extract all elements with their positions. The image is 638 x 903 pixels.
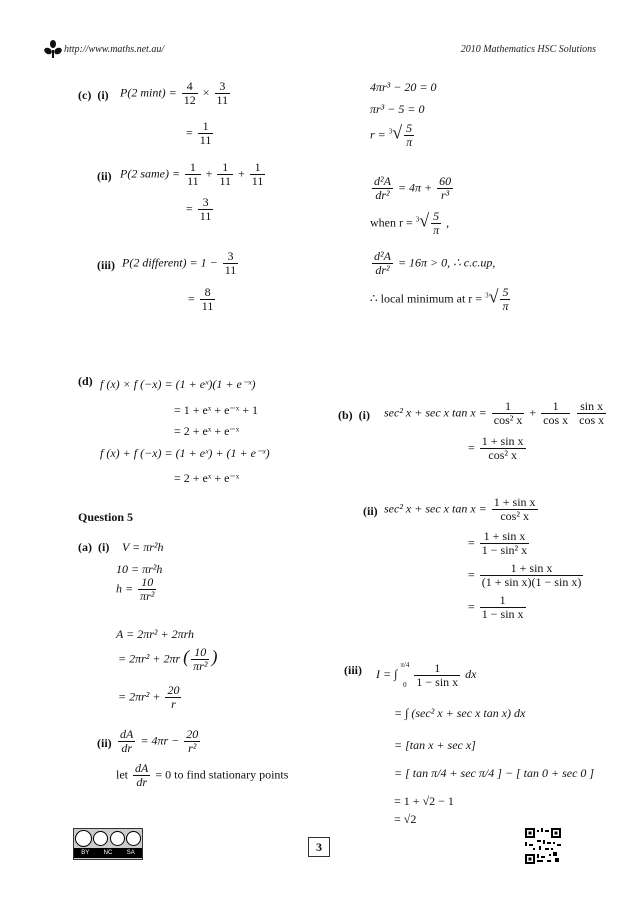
b-iii-line1: I = ∫ π/4 0 $\frac{1}{\text{1 − sin x}}$ dx	[376, 660, 477, 689]
b-i-line2: = $\frac{\text{1 + sin x}}{\text{cos² x}}$	[468, 434, 524, 462]
b-i-line1: sec² x + sec x tan x = $\frac{1}{\text{cos² x}}$ + $\frac{1}{\text{cos x}}$ $\frac{\text{sin x}}{\text{cos x}}$	[384, 399, 605, 427]
right-line7: ∴ local minimum at r = $^3$√ $\frac{5}{\pi}$	[370, 285, 509, 313]
q5-a-line4: A = 2πr² + 2πrh	[116, 627, 195, 641]
q5-a-line6: = 2πr² + $\frac{20}{r}$	[118, 683, 180, 711]
header-url[interactable]: http://www.maths.net.au/	[64, 44, 165, 55]
c-ii-line2: = $\frac{3}{11}$	[186, 195, 212, 223]
q5-a-line3: h = $\frac{10}{\text{πr²}}$	[116, 575, 155, 603]
question-5-title: Question 5	[78, 510, 134, 524]
b-ii-line3: = $\frac{\text{1 + sin x}}{\text{(1 + sin x)(1 − sin x)}}$	[468, 561, 582, 589]
b-label: (b) (i)	[338, 408, 370, 422]
c-iii-line2: = $\frac{8}{11}$	[188, 285, 214, 313]
q5-a-line5: = 2πr² + 2πr ( $\frac{10}{\text{πr²}}$ )	[118, 645, 218, 673]
q5-a-line8: let $\frac{dA}{dr}$ = 0 to find stationary points	[116, 761, 289, 789]
right-line5: when r = $^3$√ $\frac{5}{\pi}$ ,	[370, 209, 450, 237]
b-iii-line6: = √2	[394, 812, 417, 826]
license-sa: SA	[126, 850, 135, 856]
c-i-line2: = $\frac{1}{11}$	[186, 119, 212, 147]
b-ii-line4: = $\frac{1}{\text{1 − sin x}}$	[468, 593, 524, 621]
b-ii-label: (ii)	[363, 504, 378, 518]
d-line1: f (x) × f (−x) = (1 + eˣ)(1 + e⁻ˣ)	[100, 377, 256, 391]
b-iii-line3: = [tan x + sec x]	[394, 738, 476, 752]
right-line1: 4πr³ − 20 = 0	[370, 80, 437, 94]
d-line3: = 2 + eˣ + e⁻ˣ	[174, 424, 240, 438]
creative-commons-license-icon[interactable]	[73, 828, 143, 860]
b-iii-line2: = ∫ (sec² x + sec x tan x) dx	[394, 706, 526, 720]
right-line4: $\frac{\text{d²A}}{\text{dr²}}$ = 4π + $\frac{60}{\text{r³}}$	[374, 174, 452, 202]
q5-aii-label: (ii)	[97, 736, 112, 750]
header-title: 2010 Mathematics HSC Solutions	[460, 44, 596, 55]
b-iii-line4: = [ tan π/4 + sec π/4 ] − [ tan 0 + sec 0 ]	[394, 766, 595, 780]
d-line2: = 1 + eˣ + e⁻ˣ + 1	[174, 403, 258, 417]
license-by: BY	[81, 850, 90, 856]
d-label: (d)	[78, 374, 93, 388]
c-i-line1: P(2 mint) = $\frac{4}{12}$ × $\frac{3}{11}$	[120, 79, 229, 107]
page-number: 3	[308, 837, 330, 857]
qr-code-icon[interactable]	[525, 828, 561, 864]
b-ii-line1: sec² x + sec x tan x = $\frac{\text{1 + sin x}}{\text{cos² x}}$	[384, 495, 536, 523]
c-ii-label: (ii)	[97, 169, 112, 183]
c-iii-label: (iii)	[97, 258, 115, 272]
b-iii-label: (iii)	[344, 663, 362, 677]
right-line2: πr³ − 5 = 0	[370, 102, 425, 116]
q5-a-line7: $\frac{dA}{dr}$ = 4πr − $\frac{20}{\text{r²}}$	[120, 727, 199, 755]
right-line6: $\frac{\text{d²A}}{\text{dr²}}$ = 16π > 0, ∴ c.c.up,	[374, 249, 496, 277]
c-label: (c) (i)	[78, 88, 109, 102]
q5-a-label: (a) (i)	[78, 540, 110, 554]
b-iii-line5: = 1 + √2 − 1	[394, 794, 454, 808]
d-line4: f (x) + f (−x) = (1 + eˣ) + (1 + e⁻ˣ)	[100, 446, 270, 460]
right-line3: r = $^3$√ $\frac{5}{\pi}$	[370, 121, 413, 149]
q5-a-line2: 10 = πr²h	[116, 562, 163, 576]
c-iii-line1: P(2 different) = 1 − $\frac{3}{11}$	[122, 249, 237, 277]
license-nc: NC	[103, 850, 113, 856]
b-ii-line2: = $\frac{\text{1 + sin x}}{\text{1 − sin² x}}$	[468, 529, 528, 557]
logo-icon	[44, 40, 62, 58]
d-line5: = 2 + eˣ + e⁻ˣ	[174, 471, 240, 485]
q5-a-line1: V = πr²h	[122, 540, 164, 554]
c-ii-line1: P(2 same) = $\frac{1}{11}$ + $\frac{1}{11}$ + $\frac{1}{11}$	[120, 160, 264, 188]
